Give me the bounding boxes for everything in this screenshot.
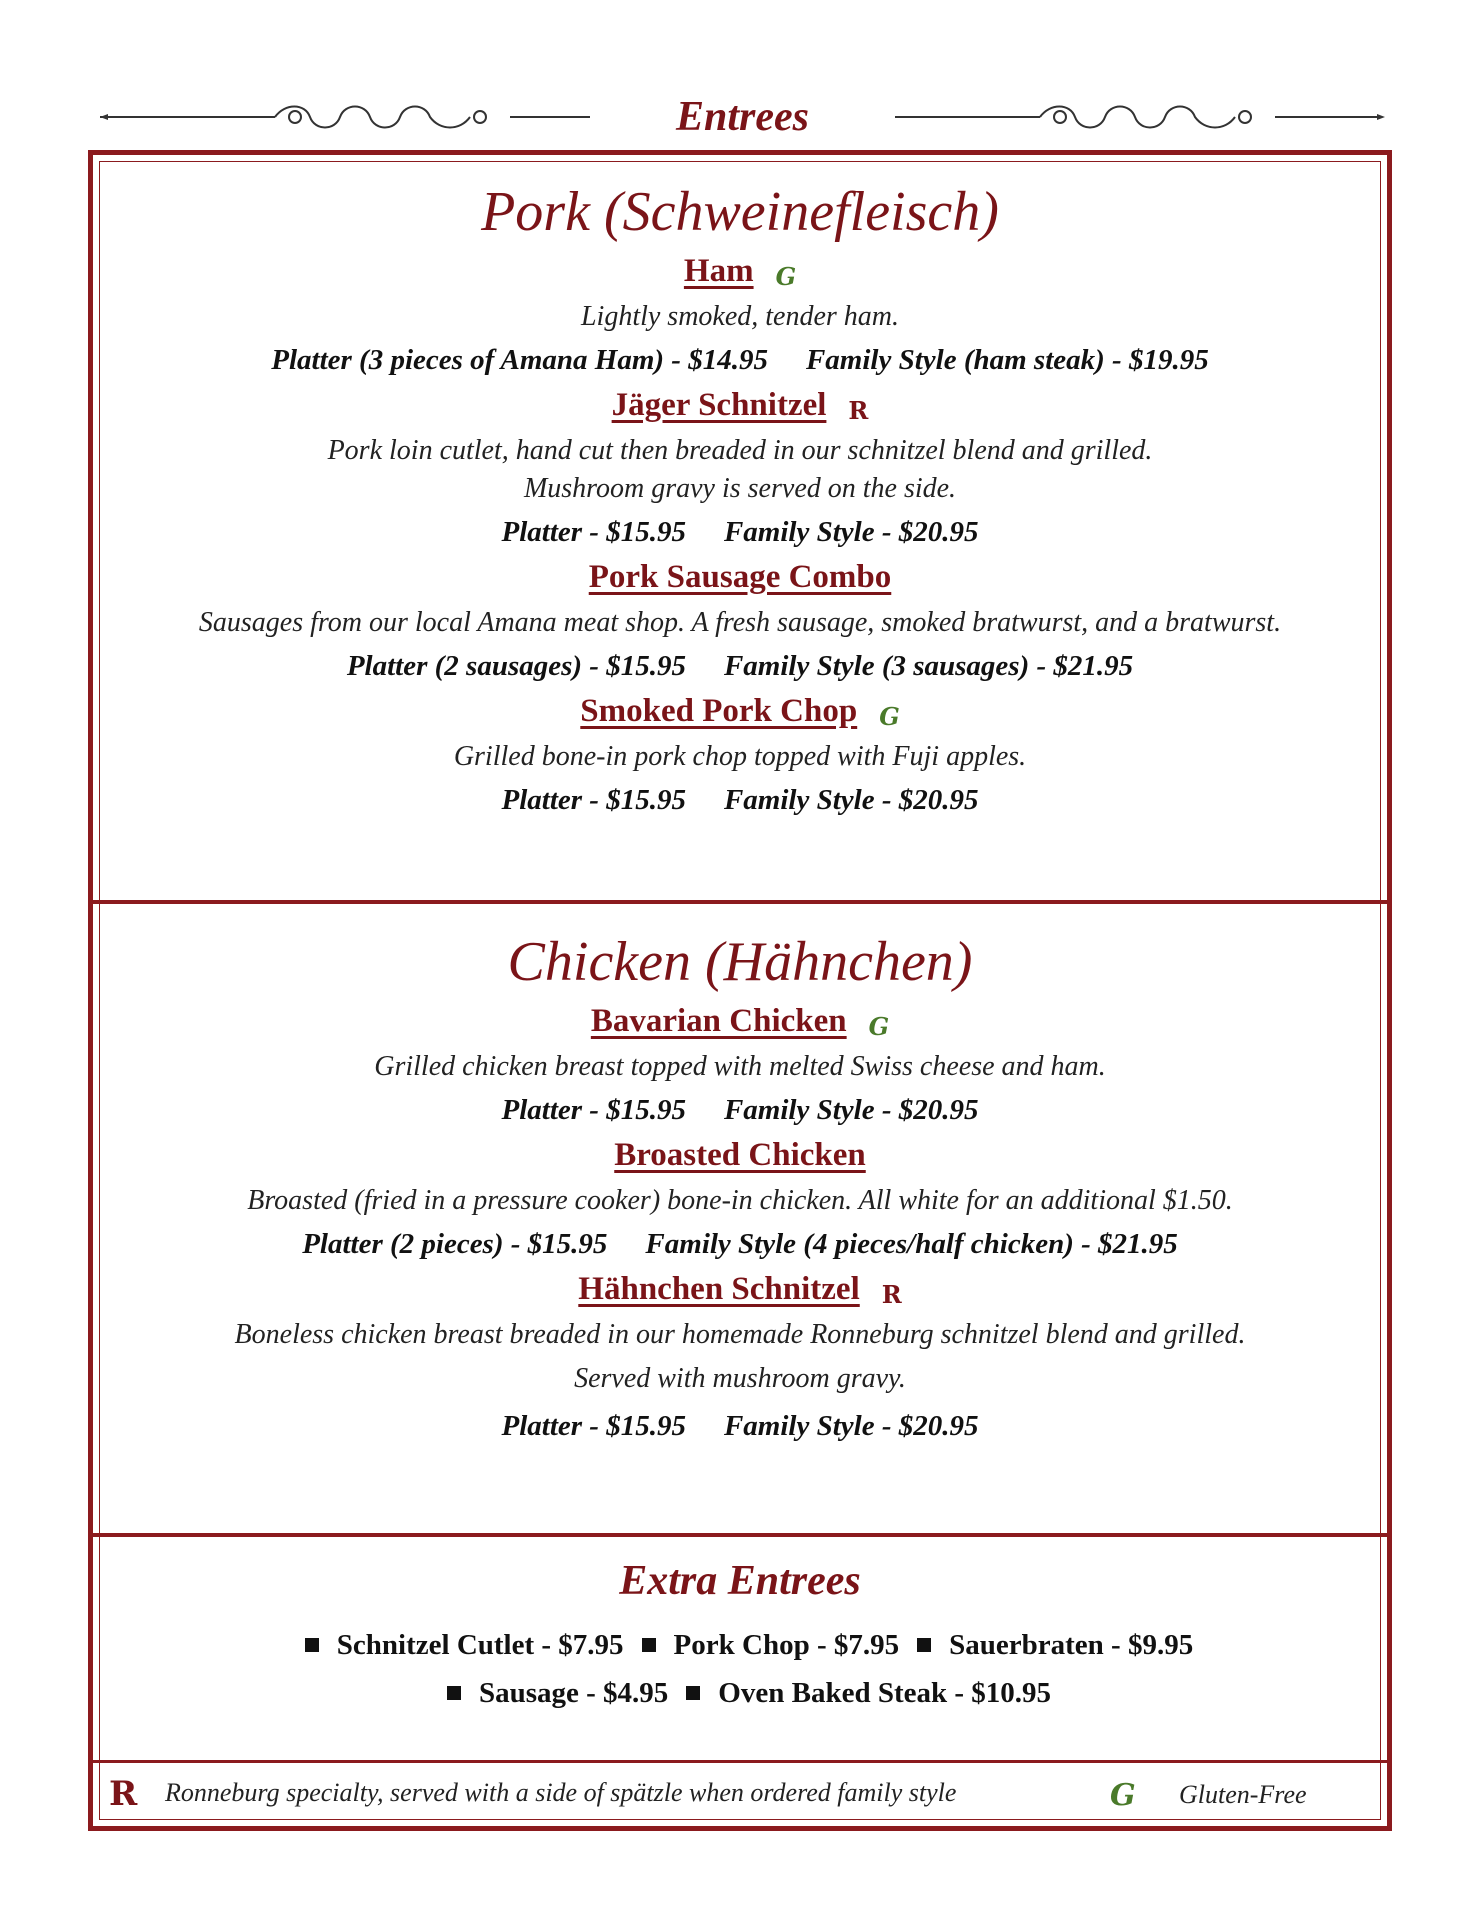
- ronneburg-specialty-icon: R: [848, 395, 869, 425]
- chicken-section: [93, 930, 1387, 1450]
- ham-name: Ham: [683, 253, 754, 289]
- bavarian-chicken-prices: [93, 1086, 1387, 1134]
- page-title: Entrees: [675, 94, 809, 140]
- hahnchen-schnitzel-description-1: Boneless chicken breast breaded in our homemade Ronneburg schnitzel blend and grilled.: [234, 1319, 1246, 1350]
- jager-schnitzel-prices: [93, 508, 1387, 556]
- bullet-icon: [447, 1686, 461, 1700]
- chicken-section-title: Chicken (Hähnchen): [507, 931, 973, 993]
- hahnchen-schnitzel-description-2: Served with mushroom gravy.: [574, 1363, 906, 1394]
- smoked-pork-chop-prices: [93, 776, 1387, 824]
- extra-item: Pork Chop - $7.95: [673, 1629, 900, 1661]
- platter-price: Platter - $15.95: [501, 784, 686, 816]
- extra-entrees-section: [93, 1553, 1387, 1717]
- bavarian-chicken-item: [93, 1000, 1387, 1048]
- platter-price: Platter (2 pieces) - $15.95: [302, 1228, 608, 1260]
- gluten-free-icon: G: [879, 701, 900, 731]
- bullet-icon: [642, 1638, 656, 1652]
- gluten-free-icon: G: [775, 261, 797, 291]
- family-style-price: Family Style - $20.95: [723, 1410, 979, 1442]
- platter-price: Platter (3 pieces of Amana Ham) - $14.95: [271, 344, 768, 376]
- section-divider: [93, 900, 1387, 904]
- extra-item: Sausage - $4.95: [478, 1677, 669, 1709]
- platter-price: Platter (2 sausages) - $15.95: [346, 650, 686, 682]
- extra-item: Sauerbraten - $9.95: [949, 1629, 1194, 1661]
- smoked-pork-chop-item: [93, 690, 1387, 738]
- hahnchen-schnitzel-prices: [93, 1402, 1387, 1450]
- ronneburg-specialty-icon: R: [881, 1279, 902, 1309]
- family-style-price: Family Style - $20.95: [723, 784, 979, 816]
- gluten-free-icon: G: [1110, 1778, 1136, 1813]
- extra-item: Schnitzel Cutlet - $7.95: [336, 1629, 624, 1661]
- legend: [93, 1764, 1387, 1826]
- hahnchen-schnitzel-name: Hähnchen Schnitzel: [578, 1271, 860, 1307]
- pork-sausage-combo-description: Sausages from our local Amana meat shop. A fresh sausage, smoked bratwurst, and a bratwurst.: [198, 607, 1282, 638]
- ham-description: Lightly smoked, tender ham.: [580, 301, 900, 332]
- broasted-chicken-prices: [93, 1220, 1387, 1268]
- platter-price: Platter - $15.95: [501, 516, 686, 548]
- family-style-price: Family Style (ham steak) - $19.95: [805, 344, 1209, 376]
- ham-prices: [93, 336, 1387, 384]
- pork-sausage-combo-prices: [93, 642, 1387, 690]
- smoked-pork-chop-description: Grilled bone-in pork chop topped with Fuji apples.: [453, 741, 1027, 772]
- bullet-icon: [917, 1638, 931, 1652]
- jager-schnitzel-name: Jäger Schnitzel: [611, 387, 827, 423]
- bullet-icon: [686, 1686, 700, 1700]
- ronneburg-specialty-legend: Ronneburg specialty, served with a side of spätzle when ordered family style: [165, 1778, 957, 1807]
- gluten-free-legend: Gluten-Free: [1179, 1780, 1307, 1809]
- smoked-pork-chop-name: Smoked Pork Chop: [580, 693, 858, 729]
- legend-divider: [93, 1760, 1387, 1763]
- bavarian-chicken-description: Grilled chicken breast topped with melted Swiss cheese and ham.: [374, 1051, 1106, 1082]
- section-divider: [93, 1533, 1387, 1537]
- page-header: [95, 92, 1390, 142]
- extra-entrees-line-1: [93, 1621, 1387, 1669]
- pork-sausage-combo-item: [93, 556, 1387, 604]
- platter-price: Platter - $15.95: [501, 1410, 686, 1442]
- pork-section-title: Pork (Schweinefleisch): [481, 181, 999, 243]
- right-flourish-ornament: [890, 92, 1390, 142]
- bavarian-chicken-name: Bavarian Chicken: [590, 1003, 847, 1039]
- bullet-icon: [305, 1638, 319, 1652]
- family-style-price: Family Style (3 sausages) - $21.95: [723, 650, 1134, 682]
- family-style-price: Family Style - $20.95: [723, 516, 979, 548]
- broasted-chicken-description: Broasted (fried in a pressure cooker) bone-in chicken. All white for an additional $1.50.: [247, 1185, 1233, 1216]
- ham-item: [93, 250, 1387, 298]
- broasted-chicken-name: Broasted Chicken: [614, 1137, 866, 1173]
- jager-schnitzel-item: [93, 384, 1387, 432]
- jager-schnitzel-description-1: Pork loin cutlet, hand cut then breaded in our schnitzel blend and grilled.: [327, 435, 1153, 466]
- pork-sausage-combo-name: Pork Sausage Combo: [588, 559, 892, 595]
- hahnchen-schnitzel-item: [93, 1268, 1387, 1316]
- menu-frame: [88, 150, 1392, 1831]
- platter-price: Platter - $15.95: [501, 1094, 686, 1126]
- gluten-free-icon: G: [868, 1011, 890, 1041]
- jager-schnitzel-description-2: Mushroom gravy is served on the side.: [523, 473, 957, 504]
- extra-entrees-title: Extra Entrees: [619, 1558, 861, 1604]
- family-style-price: Family Style - $20.95: [723, 1094, 979, 1126]
- pork-section: [93, 180, 1387, 824]
- extra-entrees-line-2: [93, 1669, 1387, 1717]
- family-style-price: Family Style (4 pieces/half chicken) - $21.95: [645, 1228, 1178, 1260]
- extra-item: Oven Baked Steak - $10.95: [718, 1677, 1052, 1709]
- ronneburg-specialty-icon: R: [109, 1774, 138, 1814]
- broasted-chicken-item: [93, 1134, 1387, 1182]
